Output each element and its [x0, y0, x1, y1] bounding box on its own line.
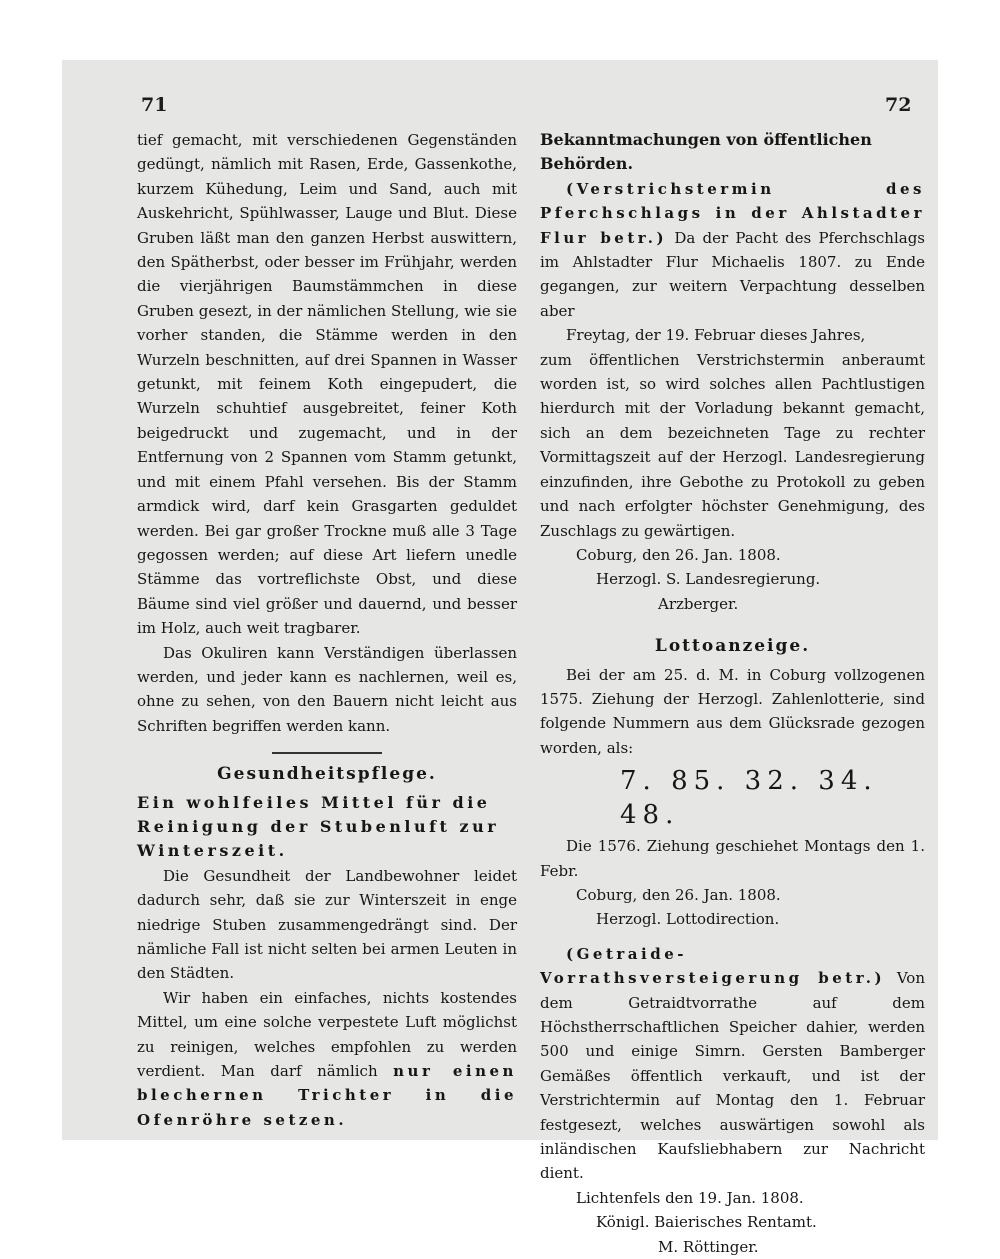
notice-pasture-title: (Verstrichstermin des Pferchschlags in der Ahlstadter Flur betr.): [540, 179, 925, 247]
lottery-text: Bei der am 25. d. M. in Coburg vollzogenen 1575. Ziehung der Herzogl. Zahlenlotterie, sind folgende Nummern aus dem Glücksrade gezogen worden, als:: [540, 665, 925, 757]
page-number-right: 72: [885, 94, 912, 116]
notice-grain-signatory: M. Röttinger.: [658, 1237, 759, 1256]
lottery-authority: Herzogl. Lottodirection.: [596, 910, 780, 929]
notice-grain-title: (Getraide-Vorrathsversteigerung betr.): [540, 944, 886, 988]
section-heading-lottery: Lottoanzeige.: [654, 636, 811, 657]
right-column: [540, 128, 925, 1259]
left-column: [137, 128, 517, 1132]
notice-pasture-place-date: Coburg, den 26. Jan. 1808.: [576, 545, 781, 564]
lottery-winning-numbers: 7. 85. 32. 34. 48.: [620, 766, 878, 831]
notice-pasture-date-line: Freytag, der 19. Februar dieses Jahres,: [566, 326, 866, 345]
paragraph-health-1: Die Gesundheit der Landbewohner leidet dadurch sehr, daß sie zur Winterszeit in enge niedrige Stuben zusammengedrängt sind. Der nämliche Fall ist nicht selten bei armen Leuten in den Städten.: [137, 866, 517, 983]
notice-grain-text: Von dem Getraidtvorrathe auf dem Höchstherrschaftlichen Speicher dahier, werden 500 und einige Simrn. Gersten Bamberger Gemäßes öffentlich verkauft, und ist der Verstrichtermin auf Montag den 1. Februar festgesezt, welches auswärtigen sowohl als inländischen Kaufsliebhabern zur Nachricht dient.: [540, 969, 925, 1183]
notice-pasture-signatory: Arzberger.: [658, 594, 739, 613]
page-number-left: 71: [141, 94, 168, 116]
notice-grain-auction: [540, 942, 925, 1186]
paragraph-health-2-emphasis: nur einen blechernen Trichter in die Ofenröhre setzen.: [137, 1062, 517, 1129]
lottery-next-draw: Die 1576. Ziehung geschiehet Montags den 1. Febr.: [540, 837, 925, 880]
lottery-place-date: Coburg, den 26. Jan. 1808.: [576, 885, 781, 904]
paragraph-health-2-text: Wir haben ein einfaches, nichts kostendes Mittel, um eine solche verpestete Luft möglichst zu reinigen, welches empfohlen zu werden verdient. Man darf nämlich: [137, 988, 517, 1081]
notice-pasture-text: Da der Pacht des Pferchschlags im Ahlstadter Flur Michaelis 1807. zu Ende gegangen, zur weitern Verpachtung desselben aber: [540, 228, 926, 320]
section-divider: [272, 752, 382, 754]
paragraph-health-2: [137, 986, 517, 1132]
paragraph-grafting: Das Okuliren kann Verständigen überlassen werden, und jeder kann es nachlernen, weil es, ohne zu sehen, von den Bauern nicht leicht aus Schriften begriffen werden kann.: [137, 643, 517, 735]
section-heading-health: Gesundheitspflege.: [217, 764, 437, 785]
notice-pasture-lease: [540, 177, 925, 323]
article-subheading: Ein wohlfeiles Mittel für die Reinigung der Stubenluft zur Winterszeit.: [137, 792, 500, 861]
section-heading-announcements: Bekanntmachungen von öffentlichen Behörden.: [540, 130, 872, 174]
notice-pasture-authority: Herzogl. S. Landesregierung.: [596, 570, 821, 589]
notice-grain-place-date: Lichtenfels den 19. Jan. 1808.: [576, 1188, 804, 1207]
notice-pasture-body: zum öffentlichen Verstrichstermin anberaumt worden ist, so wird solches allen Pachtlustigen hierdurch mit der Vorladung bekannt gemacht, sich an dem bezeichneten Tage zu rechter Vormittagszeit auf der Herzogl. Landesregierung einzufinden, ihre Gebothe zu Protokoll zu geben und nach erfolgter höchster Genehmigung, des Zuschlags zu gewärtigen.: [540, 350, 925, 540]
paragraph-tree-planting: tief gemacht, mit verschiedenen Gegenständen gedüngt, nämlich mit Rasen, Erde, Gassenkothe, kurzem Kühedung, Leim und Sand, auch mit Auskehricht, Spühlwasser, Lauge und Blut. Diese Gruben läßt man den ganzen Herbst auswittern, den Spätherbst, oder besser im Frühjahr, werden die vierjährigen Baumstämmchen in diese Gruben gesezt, in der nämlichen Stellung, wie sie vorher standen, die Stämme werden in den Wurzeln beschnitten, auf drei Spannen in Wasser getunkt, mit feinem Koth eingepudert, die Wurzeln schuhtief ausgebreitet, feiner Koth beigedruckt und zugemacht, und in der Entfernung von 2 Spannen vom Stamm getunkt, und mit einem Pfahl versehen. Bis der Stamm armdick wird, darf kein Grasgarten geduldet werden. Bei gar großer Trockne muß alle 3 Tage gegossen werden; auf diese Art liefern unedle Stämme das vortreflichste Obst, und diese Bäume sind viel größer und dauernd, und besser im Holz, auch weit tragbarer.: [137, 131, 517, 638]
notice-grain-authority: Königl. Baierisches Rentamt.: [596, 1213, 817, 1232]
